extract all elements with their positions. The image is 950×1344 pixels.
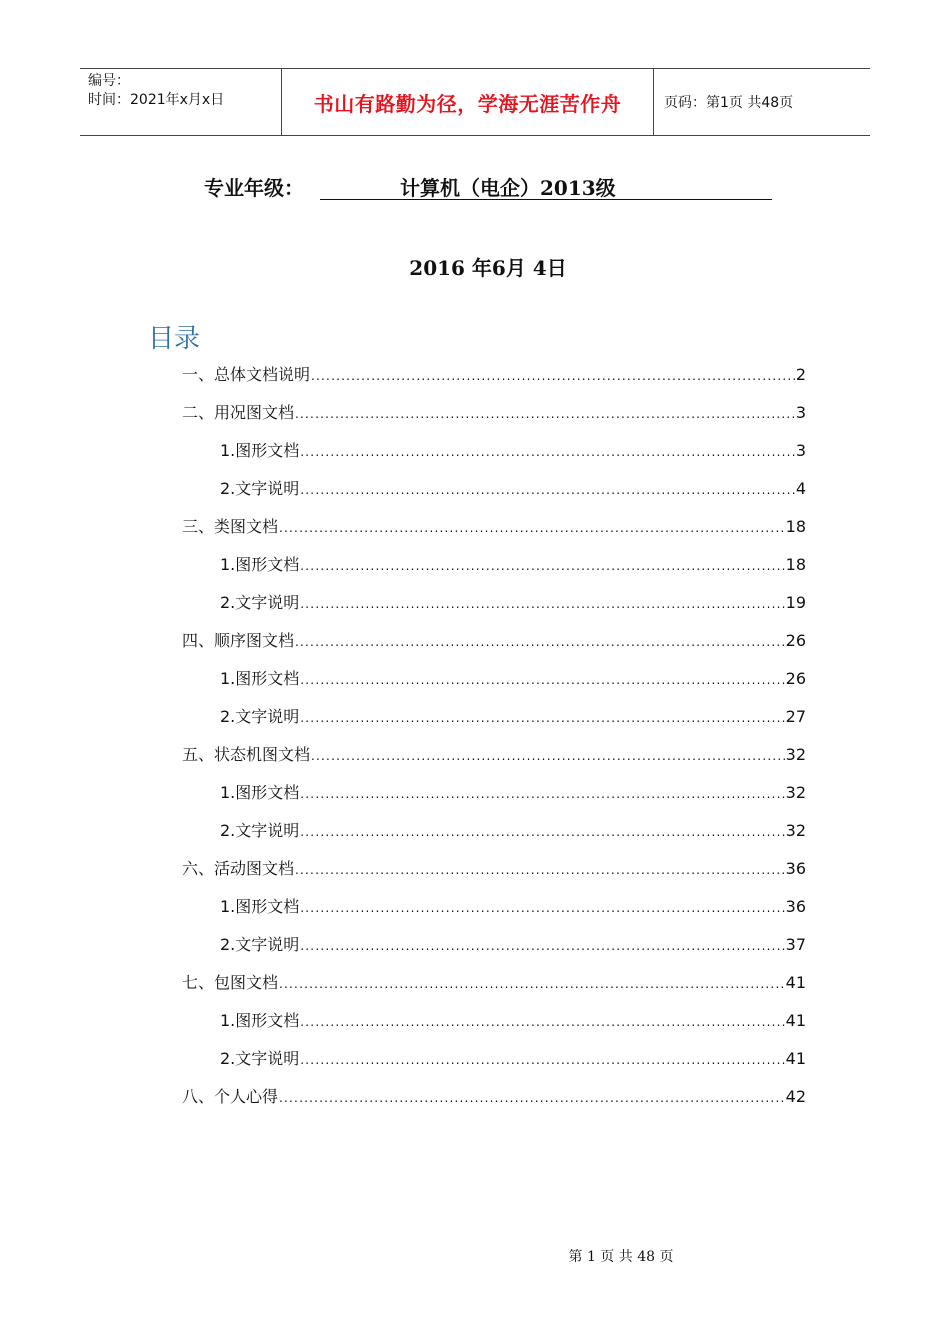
- toc-entry[interactable]: [220, 666, 806, 696]
- toc-entry[interactable]: [182, 514, 806, 544]
- toc-entry-page: 27: [785, 707, 806, 726]
- toc-entry-page: 41: [785, 1049, 806, 1068]
- toc-leader-dots: [300, 711, 784, 725]
- toc-entry-title: 一、总体文档说明: [182, 365, 311, 384]
- toc-entry-page: 32: [785, 745, 806, 764]
- toc-entry[interactable]: [220, 704, 806, 734]
- toc-entry-title: 1.图形文档: [220, 783, 300, 802]
- toc-entry-page: 4: [795, 479, 806, 498]
- toc-entry-title: 2.文字说明: [220, 707, 300, 726]
- toc-entry-title: 2.文字说明: [220, 935, 300, 954]
- toc-entry[interactable]: [182, 970, 806, 1000]
- toc-entry-title: 八、个人心得: [182, 1087, 279, 1106]
- toc-entry[interactable]: [220, 1046, 806, 1076]
- toc-leader-dots: [311, 749, 785, 763]
- toc-entry-title: 1.图形文档: [220, 1011, 300, 1030]
- toc-entry-page: 41: [785, 973, 806, 992]
- toc-entry[interactable]: [220, 1008, 806, 1038]
- toc-leader-dots: [295, 635, 785, 649]
- toc-entry-title: 七、包图文档: [182, 973, 279, 992]
- toc-entry[interactable]: [220, 438, 806, 468]
- toc-leader-dots: [295, 407, 795, 421]
- toc-entry-page: 32: [785, 783, 806, 802]
- major-value: 计算机（电企）2013级: [320, 172, 772, 200]
- toc-entry-page: 18: [785, 517, 806, 536]
- time-label: 时间：2021年x月x日: [88, 92, 225, 108]
- toc-leader-dots: [279, 521, 785, 535]
- toc-entry-title: 三、类图文档: [182, 517, 279, 536]
- toc-entry[interactable]: [182, 628, 806, 658]
- document-date: 2016 年6月 4日: [409, 256, 567, 280]
- toc-entry[interactable]: [182, 856, 806, 886]
- toc-entry-title: 1.图形文档: [220, 669, 300, 688]
- toc-entry-title: 四、顺序图文档: [182, 631, 295, 650]
- toc-entry[interactable]: [182, 1084, 806, 1114]
- page-footer: 第 1 页 共 48 页: [568, 1249, 674, 1265]
- toc-entry-title: 2.文字说明: [220, 593, 300, 612]
- toc-entry-page: 18: [785, 555, 806, 574]
- toc-entry-title: 2.文字说明: [220, 1049, 300, 1068]
- toc-leader-dots: [300, 1015, 784, 1029]
- toc-entry[interactable]: [182, 362, 806, 392]
- toc-entry-title: 2.文字说明: [220, 479, 300, 498]
- toc-entry-title: 六、活动图文档: [182, 859, 295, 878]
- toc-leader-dots: [300, 787, 784, 801]
- header-slogan: [282, 69, 654, 135]
- toc-entry-page: 42: [785, 1087, 806, 1106]
- toc-leader-dots: [279, 1091, 785, 1105]
- toc-leader-dots: [295, 863, 785, 877]
- toc-leader-dots: [311, 369, 795, 383]
- toc-entry-title: 五、状态机图文档: [182, 745, 311, 764]
- toc-entry[interactable]: [220, 818, 806, 848]
- toc-leader-dots: [300, 939, 784, 953]
- major-label: 专业年级：: [204, 176, 304, 200]
- toc-leader-dots: [300, 445, 795, 459]
- toc-entry[interactable]: [182, 742, 806, 772]
- toc-entry[interactable]: [220, 476, 806, 506]
- toc-entry-title: 1.图形文档: [220, 555, 300, 574]
- number-label: 编号：: [88, 73, 130, 89]
- toc-entry[interactable]: [220, 932, 806, 962]
- toc-entry-title: 2.文字说明: [220, 821, 300, 840]
- toc-entry-page: 37: [785, 935, 806, 954]
- header-page-info: 页码：第1页 共48页: [664, 95, 794, 111]
- toc-title: 目录: [148, 324, 201, 354]
- toc-entry-page: 32: [785, 821, 806, 840]
- toc-leader-dots: [279, 977, 785, 991]
- slogan-text: 书山有路勤为径，学海无涯苦作舟: [313, 91, 622, 116]
- toc-entry[interactable]: [220, 894, 806, 924]
- toc-leader-dots: [300, 597, 784, 611]
- toc-entry[interactable]: [182, 400, 806, 430]
- toc-leader-dots: [300, 1053, 784, 1067]
- toc-entry-title: 二、用况图文档: [182, 403, 295, 422]
- toc-entry-page: 26: [785, 631, 806, 650]
- toc-leader-dots: [300, 673, 784, 687]
- toc-entry-page: 3: [795, 403, 806, 422]
- toc-leader-dots: [300, 483, 795, 497]
- toc-leader-dots: [300, 825, 784, 839]
- header-meta: [80, 69, 282, 135]
- toc-leader-dots: [300, 559, 784, 573]
- toc-entry-page: 36: [785, 897, 806, 916]
- toc-entry-title: 1.图形文档: [220, 441, 300, 460]
- toc-entry-page: 19: [785, 593, 806, 612]
- toc-entry[interactable]: [220, 590, 806, 620]
- toc-entry[interactable]: [220, 780, 806, 810]
- toc-entry-page: 41: [785, 1011, 806, 1030]
- toc-entry-page: 3: [795, 441, 806, 460]
- toc-entry-page: 26: [785, 669, 806, 688]
- toc-entry[interactable]: [220, 552, 806, 582]
- toc-entry-page: 36: [785, 859, 806, 878]
- toc-entry-title: 1.图形文档: [220, 897, 300, 916]
- page-header: [80, 68, 870, 136]
- toc-entry-page: 2: [795, 365, 806, 384]
- toc-leader-dots: [300, 901, 784, 915]
